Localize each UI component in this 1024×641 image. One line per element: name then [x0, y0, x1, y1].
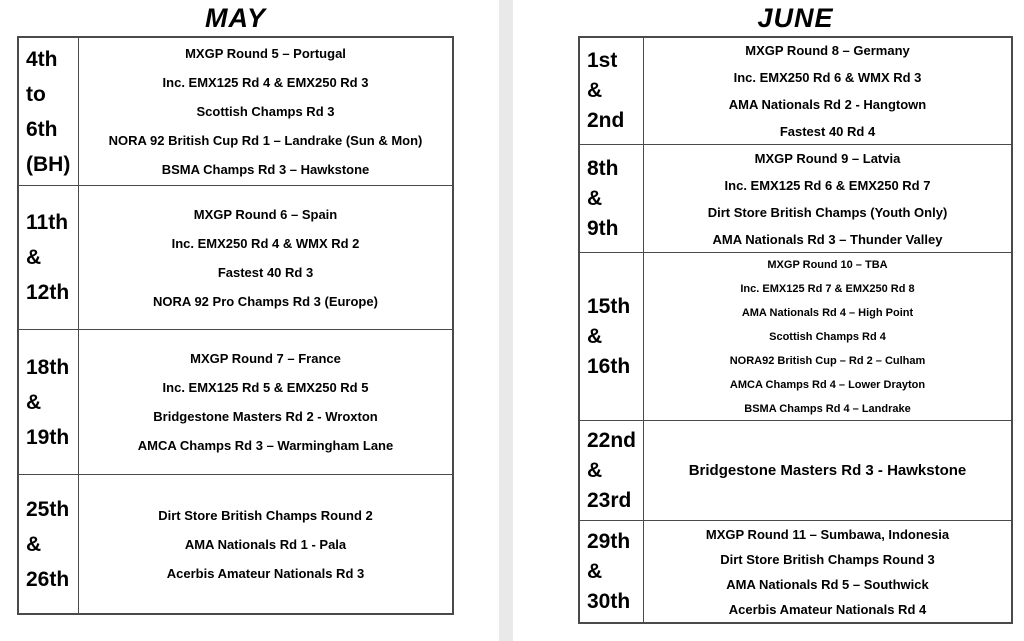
- event-line: Scottish Champs Rd 4: [769, 330, 886, 343]
- date-cell: [19, 186, 79, 329]
- date-line: (BH): [26, 152, 71, 176]
- date-cell: [19, 475, 79, 613]
- event-line: MXGP Round 6 – Spain: [193, 206, 338, 222]
- event-line: BSMA Champs Rd 3 – Hawkstone: [161, 162, 370, 177]
- event-line: MXGP Round 11 – Sumbawa, Indonesia: [705, 526, 950, 542]
- date-line: 12th: [26, 281, 70, 304]
- date-cell: [580, 521, 644, 622]
- page-may: [0, 0, 499, 641]
- date-line: 2nd: [587, 109, 625, 132]
- event-line: MXGP Round 10 – TBA: [767, 258, 888, 271]
- date-cell: [580, 38, 644, 144]
- event-line: Fastest 40 Rd 3: [217, 264, 314, 280]
- table-row: [580, 144, 1011, 252]
- date-line: 23rd: [587, 488, 632, 512]
- events-cell: [79, 330, 452, 474]
- events-cell: [644, 145, 1011, 252]
- event-line: Dirt Store British Champs Round 2: [158, 507, 373, 523]
- date-cell: [580, 145, 644, 252]
- date-cell: [580, 421, 644, 520]
- events-cell: [644, 521, 1011, 622]
- events-cell: [644, 421, 1011, 520]
- date-cell: [19, 38, 79, 185]
- date-line: 25th: [26, 497, 70, 521]
- table-row: [19, 474, 452, 613]
- date-line: &: [587, 79, 603, 102]
- date-line: &: [26, 532, 42, 556]
- june-table: [578, 36, 1013, 624]
- table-row: [19, 38, 452, 185]
- date-line: 26th: [26, 567, 70, 591]
- event-line: Inc. EMX125 Rd 6 & EMX250 Rd 7: [724, 177, 931, 193]
- event-line: BSMA Champs Rd 4 – Landrake: [744, 402, 911, 415]
- event-line: Dirt Store British Champs (Youth Only): [707, 204, 948, 220]
- date-line: 6th: [26, 117, 58, 141]
- event-line: AMCA Champs Rd 4 – Lower Drayton: [729, 378, 926, 391]
- event-line: NORA92 British Cup – Rd 2 – Culham: [729, 354, 926, 367]
- date-line: 11th: [26, 211, 69, 234]
- event-line: AMA Nationals Rd 5 – Southwick: [726, 576, 929, 592]
- event-line: Acerbis Amateur Nationals Rd 4: [728, 601, 927, 617]
- event-line: MXGP Round 8 – Germany: [745, 43, 910, 58]
- date-line: 22nd: [587, 428, 637, 452]
- date-line: &: [587, 458, 603, 482]
- date-line: 29th: [587, 529, 631, 553]
- table-row: [580, 38, 1011, 144]
- event-line: AMA Nationals Rd 3 – Thunder Valley: [712, 231, 943, 247]
- date-line: &: [26, 390, 42, 414]
- event-line: MXGP Round 7 – France: [190, 351, 341, 366]
- events-cell: [644, 38, 1011, 144]
- table-row: [580, 520, 1011, 622]
- event-line: MXGP Round 5 – Portugal: [185, 46, 346, 61]
- date-line: 9th: [587, 216, 619, 240]
- month-title-june: JUNE: [757, 2, 834, 33]
- event-line: Inc. EMX125 Rd 7 & EMX250 Rd 8: [740, 282, 915, 295]
- events-cell: [79, 475, 452, 613]
- event-line: Scottish Champs Rd 3: [196, 104, 335, 119]
- date-line: 8th: [587, 156, 619, 180]
- event-line: AMA Nationals Rd 2 - Hangtown: [728, 97, 927, 112]
- date-line: &: [587, 324, 603, 348]
- date-line: 30th: [587, 589, 631, 613]
- event-line: Inc. EMX125 Rd 4 & EMX250 Rd 3: [162, 75, 369, 90]
- date-line: to: [26, 82, 46, 106]
- event-line: NORA 92 Pro Champs Rd 3 (Europe): [153, 293, 378, 309]
- event-line: Inc. EMX125 Rd 5 & EMX250 Rd 5: [162, 380, 369, 395]
- date-cell: [580, 253, 644, 420]
- date-line: 15th: [587, 294, 631, 318]
- table-row: [580, 420, 1011, 520]
- may-table: [17, 36, 454, 615]
- event-line: AMCA Champs Rd 3 – Warmingham Lane: [137, 438, 394, 453]
- date-line: &: [587, 559, 603, 583]
- events-cell: [79, 38, 452, 185]
- table-row: [580, 252, 1011, 420]
- date-line: &: [587, 186, 603, 210]
- event-line: MXGP Round 9 – Latvia: [754, 150, 901, 166]
- event-line: Bridgestone Masters Rd 2 - Wroxton: [153, 409, 378, 424]
- page-separator: [499, 0, 513, 641]
- event-line: NORA 92 British Cup Rd 1 – Landrake (Sun & Mon): [108, 133, 423, 148]
- events-cell: [79, 186, 452, 329]
- event-line: Acerbis Amateur Nationals Rd 3: [166, 565, 365, 581]
- month-title-may: MAY: [205, 2, 266, 33]
- event-line: AMA Nationals Rd 1 - Pala: [184, 536, 347, 552]
- events-cell: [644, 253, 1011, 420]
- event-line: Inc. EMX250 Rd 6 & WMX Rd 3: [733, 70, 922, 85]
- event-line: Fastest 40 Rd 4: [779, 124, 876, 139]
- date-line: 16th: [587, 354, 631, 378]
- page-june: [513, 0, 1024, 641]
- date-line: 19th: [26, 425, 70, 449]
- date-line: 1st: [587, 49, 618, 72]
- date-line: 18th: [26, 355, 70, 379]
- event-line: Dirt Store British Champs Round 3: [720, 551, 935, 567]
- date-line: 4th: [26, 47, 58, 71]
- event-line: AMA Nationals Rd 4 – High Point: [741, 306, 914, 319]
- table-row: [19, 329, 452, 474]
- event-line: Bridgestone Masters Rd 3 - Hawkstone: [688, 461, 967, 479]
- event-line: Inc. EMX250 Rd 4 & WMX Rd 2: [171, 235, 360, 251]
- date-cell: [19, 330, 79, 474]
- table-row: [19, 185, 452, 329]
- date-line: &: [26, 246, 42, 269]
